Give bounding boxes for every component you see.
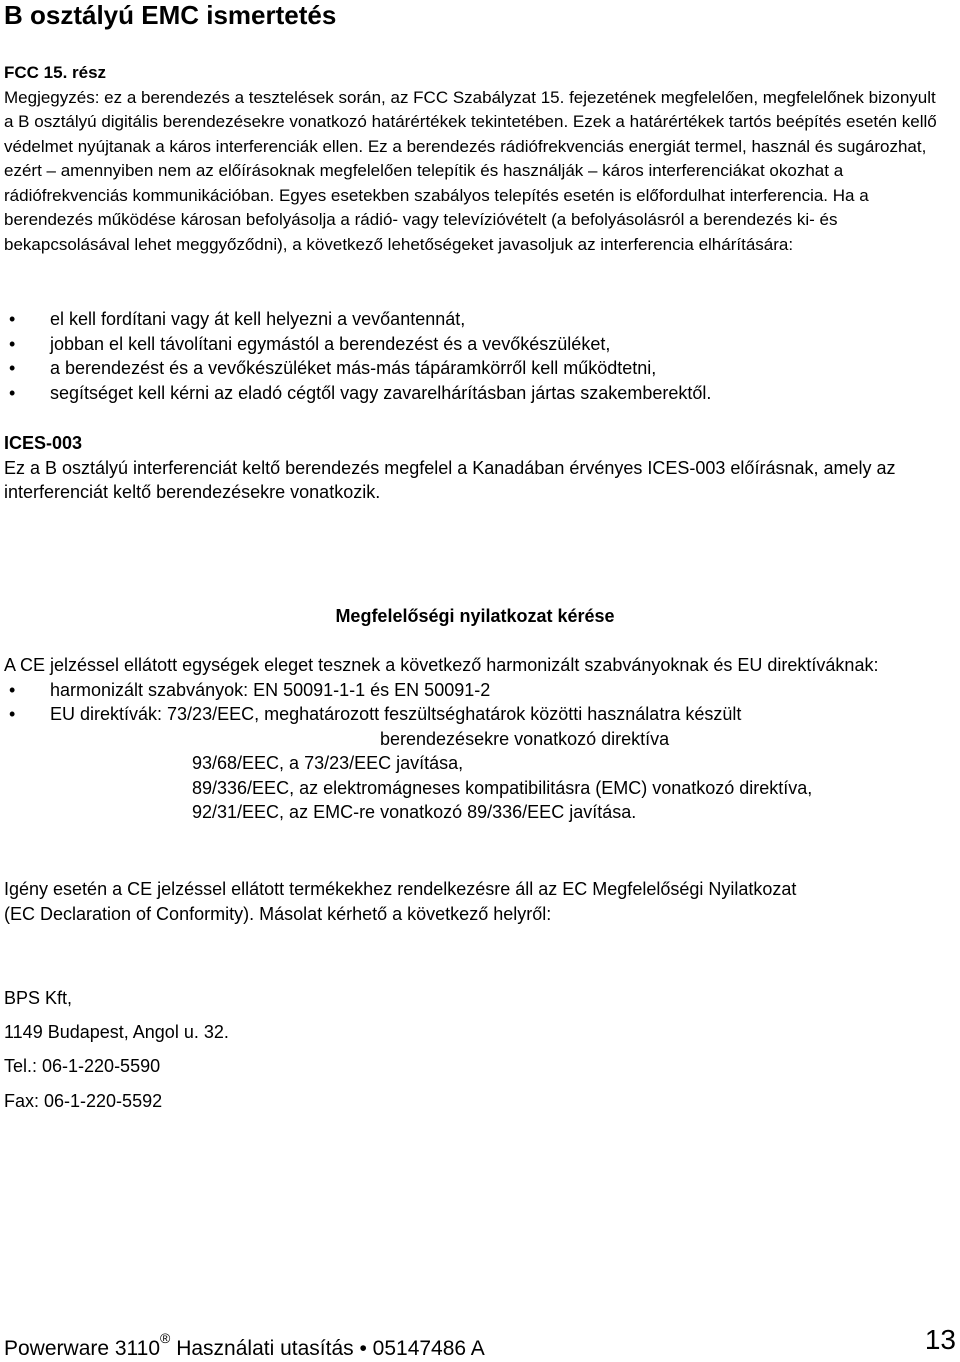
directives-text: EU direktívák: 73/23/EEC, meghatározott feszültséghatárok közötti használatra készült (50, 704, 742, 724)
ices-text: Ez a B osztályú interferenciát keltő berendezés megfelel a Kanadában érvényes ICES-003 előírásnak, amely az interferenciát keltő berendezésekre vonatkozik. (4, 457, 896, 502)
fcc-text-2: Ez a berendezés rádiófrekvenciás energiát termel, használ és sugározhat, ezért – amennyiben nem az előírásoknak megfelelően telepítik és használják – káros interferenciákat okozhat a rádiófrekvenciás kommunikációban. Egyes esetekben szabályos telepítés esetén is előfordulhat interferencia. (4, 136, 927, 205)
registered-mark: ® (160, 1330, 171, 1346)
footer-manual: Használati utasítás • 05147486 A (170, 1337, 485, 1360)
conformity-intro: A CE jelzéssel ellátott egységek eleget tesznek a következő harmonizált szabványoknak és EU direktíváknak: (4, 655, 879, 675)
directive-line: 93/68/EEC, a 73/23/EEC javítása, (192, 753, 464, 773)
fcc-paragraph (4, 86, 946, 258)
list-item (4, 381, 946, 406)
bullet-icon: • (9, 358, 16, 378)
fcc-text-1: Megjegyzés: ez a berendezés a tesztelések során, az FCC Szabályzat 15. fejezetének megfelelően, megfelelőnek bizonyult a B osztályú digitális berendezésekre vonatkozó határértékek tekintetében. Ezek a határértékek tartós beépítés esetén kellő védelmet nyújtanak a káros interferenciák ellen. (4, 87, 937, 156)
list-item-text: jobban el kell távolítani egymástól a berendezést és a vevőkészüléket, (50, 333, 611, 354)
list-item (4, 307, 946, 332)
footer-product: Powerware 3110 (4, 1337, 161, 1360)
contact-address: 1149 Budapest, Angol u. 32. (4, 1022, 229, 1042)
list-item-text: el kell fordítani vagy át kell helyezni a vevőantennát, (50, 309, 466, 329)
list-item-text: segítséget kell kérni az eladó cégtől vagy zavarelhárításban jártas szakemberektől. (50, 382, 712, 403)
page-title: B osztályú EMC ismertetés (4, 0, 337, 30)
contact-fax: Fax: 06-1-220-5592 (4, 1091, 163, 1111)
list-item (4, 356, 946, 381)
bullet-icon: • (9, 382, 16, 403)
page-footer (4, 1324, 956, 1360)
fcc-text-3: Ha a berendezés működése károsan befolyásolja a rádió- vagy televízióvételt (a befolyásolásról a berendezés ki- és bekapcsolásával lehet meggyőződni), a következő lehetőségeket javasoljuk az interferencia elhárítására: (4, 185, 869, 254)
request-text-1: Igény esetén a CE jelzéssel ellátott termékekhez rendelkezésre áll az EC Megfelelőségi Nyilatkozat (4, 879, 797, 899)
bullet-icon: • (9, 679, 16, 700)
bullet-icon: • (9, 333, 16, 354)
list-item (4, 332, 946, 357)
fcc-heading: FCC 15. rész (4, 63, 107, 82)
ices-heading: ICES-003 (4, 433, 83, 453)
directives-continuation: berendezésekre vonatkozó direktíva (380, 728, 670, 749)
conformity-heading: Megfelelőségi nyilatkozat kérése (335, 606, 615, 626)
list-item (4, 702, 946, 727)
standards-text: harmonizált szabványok: EN 50091-1-1 és EN 50091-2 (50, 679, 491, 700)
conformity-section (4, 653, 946, 825)
directive-line: 92/31/EEC, az EMC-re vonatkozó 89/336/EEC javítása. (192, 802, 637, 822)
fcc-section (4, 61, 946, 257)
directive-line: 89/336/EEC, az elektromágneses kompatibilitásra (EMC) vonatkozó direktíva, (192, 777, 813, 798)
footer-text (4, 1329, 485, 1362)
page-number: 13 (924, 1324, 956, 1355)
contact-tel: Tel.: 06-1-220-5590 (4, 1056, 161, 1076)
request-section (4, 877, 946, 926)
bullet-icon: • (9, 309, 16, 329)
list-item-text: a berendezést és a vevőkészüléket más-más tápáramkörről kell működtetni, (50, 358, 657, 378)
request-text-2: (EC Declaration of Conformity). Másolat kérhető a következő helyről: (4, 903, 552, 924)
contact-company: BPS Kft, (4, 988, 73, 1008)
list-item (4, 678, 946, 703)
bullet-icon: • (9, 704, 16, 724)
fcc-bullet-list (4, 307, 946, 405)
conformity-bullet-list (4, 678, 946, 727)
ices-section (4, 431, 946, 505)
